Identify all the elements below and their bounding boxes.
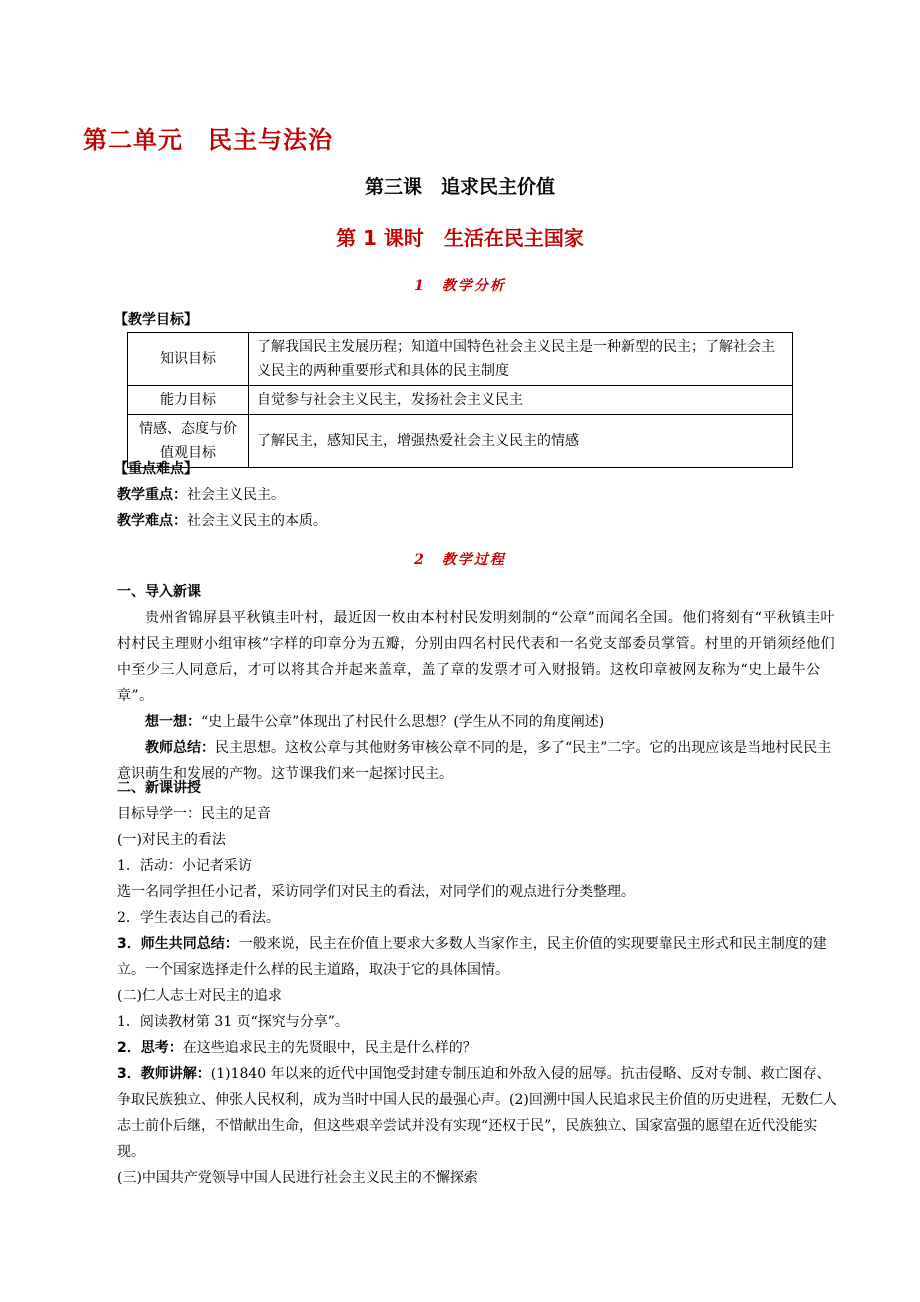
new-lesson-section — [117, 775, 839, 1191]
b1: 1．阅读教材第 31 页“探究与分享”。 — [117, 1014, 349, 1030]
goal-value: 了解我国民主发展历程；知道中国特色社会主义民主是一种新型的民主；了解社会主义民主的两种重要形式和具体的民主制度 — [249, 333, 793, 386]
item1-text: 小记者采访 — [181, 858, 252, 874]
item1-desc: 选一名同学担任小记者，采访同学们对民主的看法，对同学们的观点进行分类整理。 — [117, 884, 635, 900]
summary-text: 民主思想。这枚公章与其他财务审核公章不同的是，多了“民主”二字。它的出现应该是当地村民民主意识萌生和发展的产物。这节课我们来一起探讨民主。 — [117, 740, 832, 782]
item3-label: 3．师生共同总结： — [117, 936, 239, 952]
goal-key: 知识目标 — [128, 333, 249, 386]
sub2-heading: (二)仁人志士对民主的追求 — [117, 988, 282, 1004]
lesson-title: 第三课 追求民主价值 — [364, 176, 555, 198]
item3-text: 一般来说，民主在价值上要求大多数人当家作主，民主价值的实现要靠民主形式和民主制度的建立。一个国家选择走什么样的民主道路，取决于它的具体国情。 — [117, 936, 827, 978]
section-heading-process: 2 教学过程 — [414, 552, 506, 568]
sub1-heading: (一)对民主的看法 — [117, 832, 226, 848]
summary-label: 教师总结： — [145, 740, 215, 756]
new-lesson-heading: 二、新课讲授 — [117, 780, 201, 796]
b3-label: 3．教师讲解： — [117, 1066, 211, 1082]
section-heading-analysis: 1 教学分析 — [414, 278, 506, 294]
item1-label: 1．活动： — [117, 858, 182, 874]
difficulty-label: 教学难点： — [117, 513, 187, 529]
goals-table — [127, 332, 793, 468]
period-title: 第 1 课时 生活在民主国家 — [336, 226, 584, 250]
goal-value: 自觉参与社会主义民主，发扬社会主义民主 — [249, 386, 793, 415]
difficulty-text: 社会主义民主的本质。 — [187, 513, 327, 529]
intro-heading: 一、导入新课 — [117, 584, 201, 600]
goal-value: 了解民主，感知民主，增强热爱社会主义民主的情感 — [249, 415, 793, 468]
goals-heading-label: 【教学目标】 — [114, 312, 198, 328]
sub3-heading: (三)中国共产党领导中国人民进行社会主义民主的不懈探索 — [117, 1170, 478, 1186]
focus-label: 教学重点： — [117, 487, 187, 503]
unit-title: 第二单元 民主与法治 — [83, 126, 333, 154]
intro-story: 贵州省锦屏县平秋镇圭叶村，最近因一枚由本村村民发明刻制的“公章”而闻名全国。他们将刻有“平秋镇圭叶村村民主理财小组审核”字样的印章分为五瓣，分别由四名村民代表和一名党支部委员掌管。村里的开销须经他们中至少三人同意后，才可以将其合并起来盖章，盖了章的发票才可入财报销。这枚印章被网友称为“史上最牛公章”。 — [117, 610, 836, 704]
target1-heading: 目标导学一：民主的足音 — [117, 806, 271, 822]
b3-text: (1)1840 年以来的近代中国饱受封建专制压迫和外敌入侵的屈辱。抗击侵略、反对专制、救亡图存、争取民族独立、伸张人民权利，成为当时中国人民的最强心声。(2)回溯中国人民追求民主价值的历史进程，无数仁人志士前仆后继，不惜献出生命，但这些艰辛尝试并没有实现“还权于民”，民族独立、国家富强的愿望在近代没能实现。 — [117, 1066, 837, 1160]
goal-key: 情感、态度与价值观目标 — [128, 415, 249, 468]
goals-heading — [114, 307, 839, 333]
table-row — [128, 386, 793, 415]
think-text: “史上最牛公章”体现出了村民什么思想？(学生从不同的角度阐述) — [201, 714, 605, 730]
key-points — [114, 456, 839, 534]
think-label: 想一想： — [145, 714, 201, 730]
intro-section — [117, 579, 839, 787]
table-row — [128, 333, 793, 386]
b2-text: 在这些追求民主的先贤眼中，民主是什么样的？ — [182, 1040, 477, 1056]
goal-key: 能力目标 — [128, 386, 249, 415]
b2-label: 2．思考： — [117, 1040, 183, 1056]
item2: 2．学生表达自己的看法。 — [117, 910, 280, 926]
key-points-heading: 【重点难点】 — [114, 461, 198, 477]
focus-text: 社会主义民主。 — [187, 487, 285, 503]
